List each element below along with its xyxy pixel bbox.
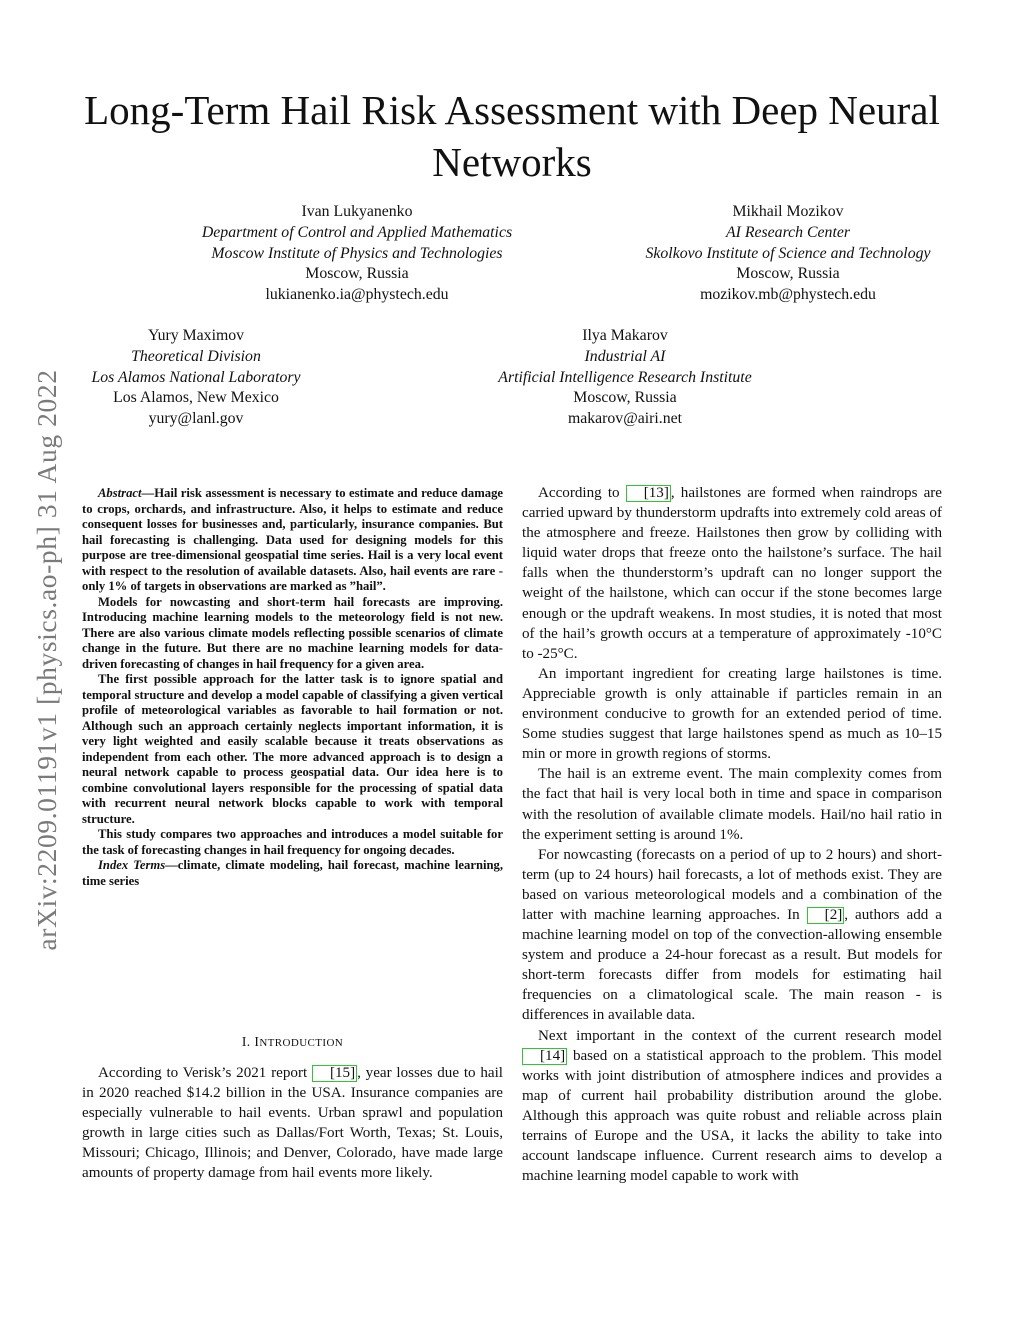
section-title-first: I <box>254 1034 260 1049</box>
text-run: Next important in the context of the current research model <box>538 1027 942 1044</box>
author-location: Moscow, Russia <box>736 265 840 283</box>
citation-link[interactable]: [15] <box>312 1065 357 1082</box>
arxiv-identifier: arXiv:2209.01191v1 [physics.ao-ph] 31 Aug 2022 <box>31 369 62 951</box>
author-location: Moscow, Russia <box>573 389 677 407</box>
paper-title: Long-Term Hail Risk Assessment with Deep Neural Networks <box>84 87 940 185</box>
citation-link[interactable]: [2] <box>807 907 845 924</box>
author-location: Los Alamos, New Mexico <box>113 389 279 407</box>
author-block-4 <box>472 326 778 430</box>
body-paragraph <box>522 845 942 1026</box>
text-run: , hailstones are formed when raindrops are carried upward by thunderstorm updrafts into extremely cold areas of the atmosphere and freeze. Hailstones then grow by colliding with liquid water drops that freeze onto the hailstone’s surface. The hail falls when the thunderstorm’s updraft can no longer support the weight of the hailstone, which can occur if the stone becomes large enough or the updraft weakens. In most studies, it is noted that most of the hail’s growth occurs at a temperature of approximately -10°C to -25°C. <box>522 485 943 662</box>
index-terms-text: —climate, climate modeling, hail forecast, machine learning, time series <box>82 858 504 888</box>
author-name: Mikhail Mozikov <box>732 203 844 220</box>
author-email: makarov@airi.net <box>567 410 683 428</box>
author-organization: Skolkovo Institute of Science and Technology <box>645 244 931 262</box>
citation-link[interactable]: [13] <box>626 485 671 502</box>
author-organization: Artificial Intelligence Research Institute <box>498 368 752 386</box>
author-department: Industrial AI <box>584 347 666 365</box>
author-email: lukianenko.ia@phystech.edu <box>265 286 449 304</box>
abstract-paragraph: The first possible approach for the latter task is to ignore spatial and temporal structure and develop a model capable of classifying a given vertical profile of meteorological variables as favorable to hail formation or not. Although such an approach certainly neglects important information, it is very light weighted and easily scalable because it treats observations as independent from each other. The more advanced approach is to design a neural network capable to process geospatial data. Our idea here is to combine convolutional layers responsible for the processing of spatial data with recurrent neural network blocks capable to work with temporal structure. <box>82 672 503 826</box>
author-location: Moscow, Russia <box>305 265 409 283</box>
author-block-1 <box>150 202 564 306</box>
author-name: Ivan Lukyanenko <box>301 203 413 220</box>
text-run: based on a statistical approach to the problem. This model works with joint distribution of atmosphere indices and provides a map of current hail probability distribution around the globe. Although this approach was quite robust and reliable across plain terrains of Europe and the USA, it lacks the ability to take into account landscape influence. Current research aims to develop a machine learning model capable to work with <box>522 1047 942 1185</box>
right-column-text <box>522 483 942 1186</box>
section-title-rest: NTRODUCTION <box>259 1037 344 1049</box>
body-paragraph <box>522 483 942 664</box>
abstract-label: Abstract <box>98 486 142 500</box>
author-email: mozikov.mb@phystech.edu <box>700 286 876 304</box>
author-department: Department of Control and Applied Mathematics <box>201 223 513 241</box>
citation-link[interactable]: [14] <box>522 1048 567 1065</box>
abstract-paragraph: Models for nowcasting and short-term hail forecasts are improving. Introducing machine learning models to the meteorology field is not new. There are also various climate models reflecting possible scenarios of climate change in the future. But there are no machine learning models for data-driven forecasting of changes in hail frequency for a given area. <box>82 594 503 671</box>
abstract <box>82 486 503 889</box>
text-run: For nowcasting (forecasts on a period of up to 2 hours) and short-term (up to 24 hours) hail forecasts, a lot of methods exist. They are based on various meteorological models and a combination of the latter with machine learning approaches. In <box>522 846 942 923</box>
author-organization: Los Alamos National Laboratory <box>91 368 301 386</box>
author-email: yury@lanl.gov <box>148 410 244 428</box>
author-organization: Moscow Institute of Physics and Technologies <box>211 244 503 262</box>
body-paragraph: The hail is an extreme event. The main complexity comes from the fact that hail is very local both in time and space in comparison with the resolution of available climate models. Hail/no hail ratio in the experiment setting is around 1%. <box>522 766 942 843</box>
author-block-3 <box>60 326 332 430</box>
text-run: , authors add a machine learning model on top of the convection-allowing ensemble system and produce a 24-hour forecast as a result. But models for short-term forecasts differ from models for estimating hail frequencies on a climatological scale. The main reason - is differences in available data. <box>522 906 942 1024</box>
author-department: AI Research Center <box>726 223 850 241</box>
body-paragraph <box>522 1026 942 1187</box>
abstract-paragraph <box>82 486 503 595</box>
introduction-text <box>82 1063 503 1184</box>
abstract-text: —Hail risk assessment is necessary to estimate and reduce damage to crops, orchards, and infrastructure. Also, it helps to estimate and reduce consequent losses for businesses and, particularly, insurance companies. But hail forecasting is challenging. Data used for designing models for this purpose are tree-dimensional geospatial time series. Hail is a very local event with respect to the resolution of available datasets. Also, hail events are rare - only 1% of targets in observations are marked as ”hail”. <box>82 486 503 593</box>
abstract-paragraph: This study compares two approaches and introduces a model suitable for the task of forecasting changes in hail frequency for ongoing decades. <box>82 827 503 857</box>
section-heading <box>82 1034 503 1050</box>
text-run: , year losses due to hail in 2020 reached $14.2 billion in the USA. Insurance companies are especially vulnerable to hail events. Urban sprawl and population growth in large cities such as Dallas/Fort Worth, Texas; St. Louis, Missouri; Chicago, Illinois; and Denver, Colorado, have made large amounts of property damage from hail events more likely. <box>82 1065 503 1182</box>
section-number: I. <box>241 1034 251 1049</box>
text-run: According to Verisk’s 2021 report <box>98 1065 312 1081</box>
index-terms-label: Index Terms <box>98 858 166 872</box>
author-name: Ilya Makarov <box>582 327 668 344</box>
body-paragraph <box>82 1063 503 1184</box>
author-department: Theoretical Division <box>131 347 261 365</box>
author-block-2 <box>620 202 956 306</box>
body-paragraph: An important ingredient for creating large hailstones is time. Appreciable growth is only attainable if particles remain in an environment conducive to growth for an extended period of time. Some studies suggest that large hailstones spend as much as 10–15 min or more in growth regions of storms. <box>522 665 942 763</box>
index-terms <box>82 858 503 889</box>
text-run: According to <box>538 485 626 501</box>
author-name: Yury Maximov <box>147 327 245 344</box>
